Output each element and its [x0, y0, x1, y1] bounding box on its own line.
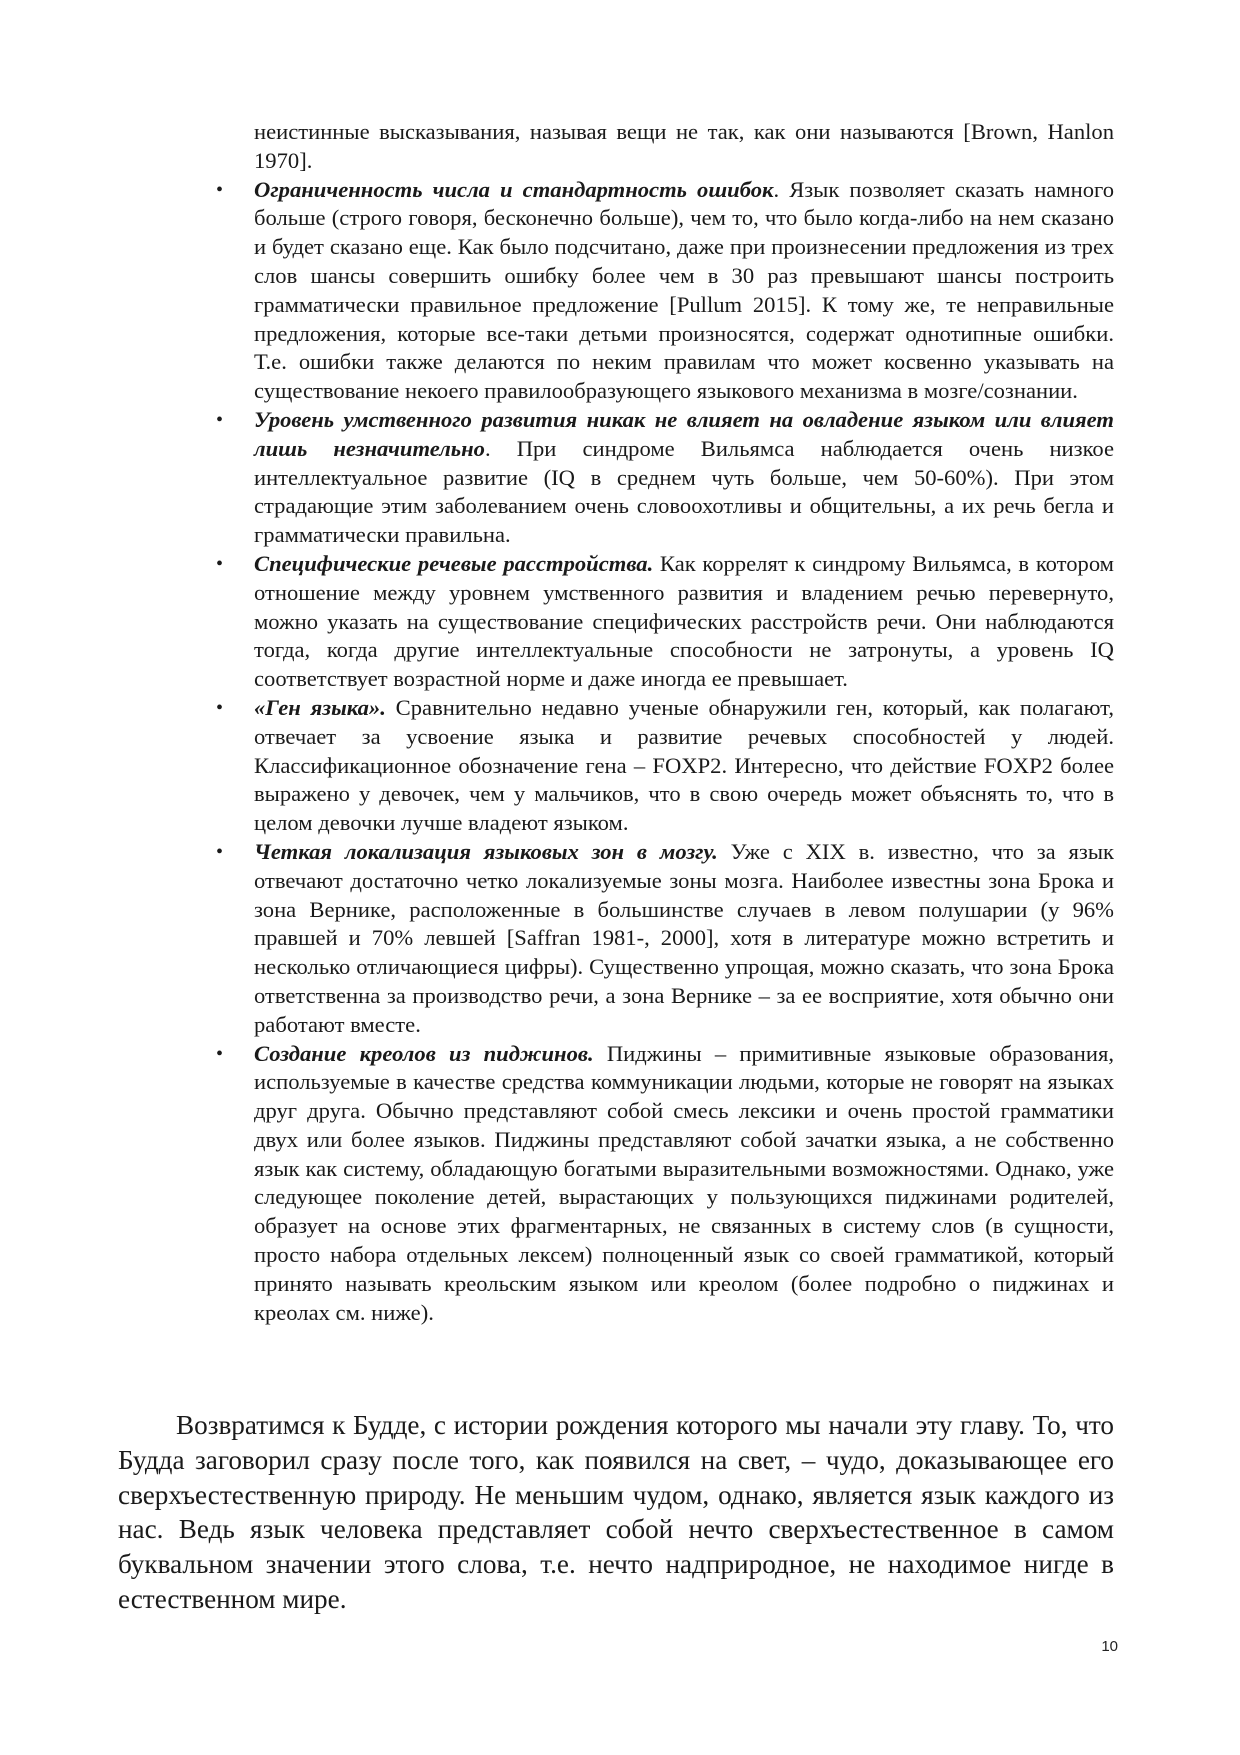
bullet-text: . Язык позволяет сказать намного больше (строго говоря, бесконечно больше), чем то, что было когда-либо на нем сказано и будет сказано еще. Как было подсчитано, даже при произнесении предложения из трех слов шансы совершить ошибку более чем в 30 раз превышают шансы построить грамматически правильное предложение [Pullum 2015]. К тому же, те неправильные предложения, которые все-таки детьми произносятся, содержат однотипные ошибки. Т.е. ошибки также делаются по неким правилам что может косвенно указывать на существование некоего правилообразующего языкового механизма в мозге/сознании.	[254, 176, 1114, 404]
bullet-item-creoles	[216, 1040, 1114, 1328]
main-paragraph: Возвратимся к Будде, с истории рождения которого мы начали эту главу. То, что Будда заговорил сразу после того, как появился на свет, – чудо, доказывающее его сверхъестественную природу. Не меньшим чудом, однако, является язык каждого из нас. Ведь язык человека представляет собой нечто сверхъестественное в самом буквальном значении этого слова, т.е. нечто надприродное, не находимое нигде в естественном мире.	[118, 1410, 1114, 1614]
bullet-item-language-gene	[216, 694, 1114, 838]
bullet-term: Специфические речевые расстройства.	[254, 550, 654, 576]
bullet-icon: •	[216, 552, 224, 575]
bullet-term: Уровень умственного развития никак не влияет на овладение языком или влияет лишь незначительно	[254, 406, 1114, 461]
bullet-term: Четкая локализация языковых зон в мозгу.	[254, 838, 718, 864]
bullet-icon: •	[216, 696, 224, 719]
bullet-text: . При синдроме Вильямса наблюдается очень низкое интеллектуальное развитие (IQ в среднем чуть больше, чем 50-60%). При этом страдающие этим заболеванием очень словоохотливы и общительны, а их речь бегла и грамматически правильна.	[254, 435, 1114, 548]
bullet-list-section	[216, 118, 1114, 1327]
bullet-item-brain-zones	[216, 838, 1114, 1040]
bullet-term: Создание креолов из пиджинов.	[254, 1040, 594, 1066]
bullet-list	[216, 176, 1114, 1328]
bullet-term: «Ген языка».	[254, 694, 386, 720]
bullet-icon: •	[216, 1042, 224, 1065]
bullet-item-intelligence	[216, 406, 1114, 550]
bullet-item-error-limits	[216, 176, 1114, 406]
bullet-icon: •	[216, 408, 224, 431]
bullet-icon: •	[216, 178, 224, 201]
bullet-text: Пиджины – примитивные языковые образования, используемые в качестве средства коммуникации людьми, которые не говорят на языках друг друга. Обычно представляют собой смесь лексики и очень простой грамматики двух или более языков. Пиджины представляют собой зачатки языка, а не собственно язык как систему, обладающую богатыми выразительными возможностями. Однако, уже следующее поколение детей, вырастающих у пользующихся пиджинами родителей, образует на основе этих фрагментарных, не связанных в систему слов (в сущности, просто набора отдельных лексем) полноценный язык со своей грамматикой, который принято называть креольским языком или креолом (более подробно о пиджинах и креолах см. ниже).	[254, 1040, 1114, 1325]
page-number: 10	[1101, 1638, 1118, 1655]
bullet-text: Как коррелят к синдрому Вильямса, в котором отношение между уровнем умственного развития и владением речью перевернуто, можно указать на существование специфических расстройств речи. Они наблюдаются тогда, когда другие интеллектуальные способности не затронуты, а уровень IQ соответствует возрастной норме и даже иногда ее превышает.	[254, 550, 1114, 692]
bullet-icon: •	[216, 840, 224, 863]
bullet-text: Сравнительно недавно ученые обнаружили ген, который, как полагают, отвечает за усвоение языка и развитие речевых способностей у людей. Классификационное обозначение гена – FOXP2. Интересно, что действие FOXP2 более выражено у девочек, чем у мальчиков, что в свою очередь может объяснять то, что в целом девочки лучше владеют языком.	[254, 694, 1114, 836]
bullet-item-speech-disorders	[216, 550, 1114, 694]
bullet-term: Ограниченность числа и стандартность ошибок	[254, 176, 774, 202]
bullet-text: Уже с XIX в. известно, что за язык отвечают достаточно четко локализуемые зоны мозга. Наиболее известны зона Брока и зона Вернике, расположенные в большинстве случаев в левом полушарии (у 96% правшей и 70% левшей [Saffran 1981-, 2000], хотя в литературе можно встретить и несколько отличающиеся цифры). Существенно упрощая, можно сказать, что зона Брока ответственна за производство речи, а зона Вернике – за ее восприятие, хотя обычно они работают вместе.	[254, 838, 1114, 1037]
continuation-text: неистинные высказывания, называя вещи не так, как они называются [Brown, Hanlon 1970].	[254, 119, 1114, 173]
